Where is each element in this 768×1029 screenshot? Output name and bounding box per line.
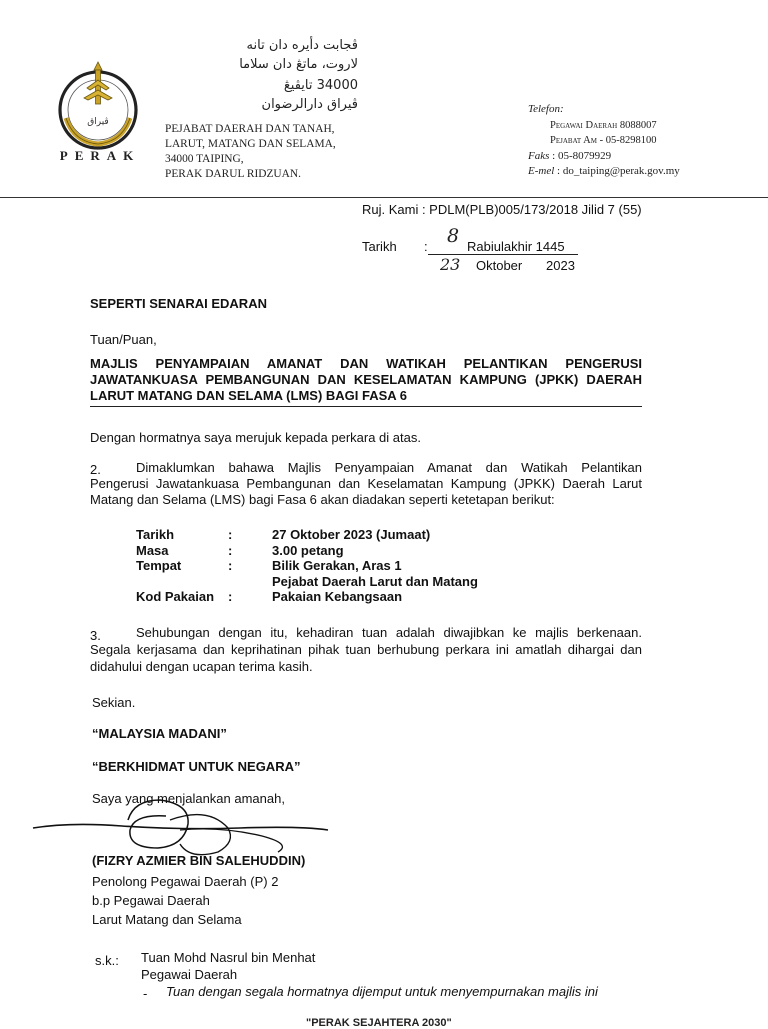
- letterhead-divider: [0, 197, 768, 198]
- sk-note: Tuan dengan segala hormatnya dijemput untuk menyempurnakan majlis ini: [166, 984, 598, 999]
- phone-pejabat-am: Pejabat Am - 05-8298100: [550, 135, 657, 146]
- reference-number: Ruj. Kami : PDLM(PLB)005/173/2018 Jilid 7 (55): [362, 202, 642, 217]
- signatory-name: (FIZRY AZMIER BIN SALEHUDDIN): [92, 853, 306, 868]
- footer-slogan: "PERAK SEJAHTERA 2030": [306, 1017, 452, 1029]
- details-value-tempat: [272, 558, 478, 589]
- faks-label: Faks: [528, 149, 550, 162]
- address-line-1: PEJABAT DAERAH DAN TANAH,: [165, 123, 335, 135]
- paragraph-3-line-3: didahului dengan ucapan terima kasih.: [90, 659, 313, 674]
- perak-crest-logo: [44, 58, 152, 176]
- hijri-day-handwritten: 8: [447, 225, 460, 247]
- subject-line-2: JAWATANKUASA PEMBANGUNAN DAN KESELAMATAN KAMPUNG (JPKK) DAERAH: [90, 372, 642, 387]
- paragraph-3: [90, 624, 642, 675]
- faks-number: : 05-8079929: [552, 149, 612, 162]
- date-label: Tarikh: [362, 239, 397, 254]
- details-value-masa: 3.00 petang: [272, 542, 344, 558]
- paragraph-2-line-2: Pengerusi Jawatankuasa Pembangunan dan Keselamatan Kampung (JPKK) Daerah Larut: [90, 476, 642, 491]
- details-colon: :: [228, 527, 233, 542]
- details-colon: :: [228, 589, 233, 604]
- address-line-4: PERAK DARUL RIDZUAN.: [165, 168, 301, 180]
- subject-line-3: LARUT MATANG DAN SELAMA (LMS) BAGI FASA 6: [90, 388, 408, 403]
- details-label-masa: Masa: [136, 542, 169, 558]
- jawi-address-line-4: ڤيراق دارالرضوان: [261, 97, 358, 112]
- details-label-tarikh: Tarikh: [136, 527, 175, 542]
- date-colon: :: [424, 239, 428, 254]
- paragraph-1: Dengan hormatnya saya merujuk kepada perkara di atas.: [90, 430, 421, 445]
- signatory-title-1: Penolong Pegawai Daerah (P) 2: [92, 874, 279, 889]
- details-value-tempat-line-2: Pejabat Daerah Larut dan Matang: [272, 573, 478, 589]
- phone-pegawai-daerah: Pegawai Daerah 8088007: [550, 119, 657, 131]
- recipient-line: SEPERTI SENARAI EDARAN: [90, 296, 267, 311]
- office-address: [165, 122, 336, 182]
- address-line-2: LARUT, MATANG DAN SELAMA,: [165, 138, 336, 150]
- signatory-title-2: b.p Pegawai Daerah: [92, 893, 210, 908]
- email-address: : do_taiping@perak.gov.my: [557, 165, 680, 177]
- paragraph-3-line-2: Segala kerjasama dan keprihatinan pihak tuan berhubung perkara ini amatlah dihargai dan: [90, 642, 642, 657]
- address-line-3: 34000 TAIPING,: [165, 153, 244, 165]
- sk-recipient-title: Pegawai Daerah: [141, 967, 238, 982]
- email-label: E-mel: [528, 165, 555, 177]
- details-row-masa: [136, 543, 478, 559]
- paragraph-2: [90, 460, 642, 508]
- slogan-malaysia-madani: “MALAYSIA MADANI”: [92, 726, 227, 741]
- sk-bullet: -: [143, 986, 148, 1001]
- subject-underline: [90, 406, 642, 407]
- crest-caption: PERAK: [59, 148, 141, 163]
- slogan-berkhidmat: “BERKHIDMAT UNTUK NEGARA”: [92, 759, 301, 774]
- svg-text:ڤيراق: ڤيراق: [87, 117, 109, 127]
- jawi-address-line-3: 34000 تايڤيڠ: [283, 78, 358, 93]
- jawi-address-line-1: ڤجابت دأيره دان تانه: [246, 38, 358, 53]
- sk-recipient-name: Tuan Mohd Nasrul bin Menhat: [141, 950, 316, 965]
- details-row-kod-pakaian: [136, 589, 478, 605]
- jawi-address-line-2: لاروت، ماتڠ دان سلاما: [239, 57, 358, 72]
- paragraph-3-line-1: Sehubungan dengan itu, kehadiran tuan adalah diwajibkan ke majlis berkenaan.: [136, 625, 642, 640]
- paragraph-2-line-3: Matang dan Selama (LMS) bagi Fasa 6 akan diadakan seperti ketetapan berikut:: [90, 492, 555, 507]
- details-row-tarikh: [136, 527, 478, 543]
- details-value-tempat-line-1: Bilik Gerakan, Aras 1: [272, 558, 402, 573]
- telefon-label: Telefon:: [528, 103, 564, 115]
- details-value-tarikh: 27 Oktober 2023 (Jumaat): [272, 527, 431, 542]
- subject-line-1: MAJLIS PENYAMPAIAN AMANAT DAN WATIKAH PELANTIKAN PENGERUSI: [90, 356, 642, 371]
- sk-label: s.k.:: [95, 953, 119, 968]
- closing-sekian: Sekian.: [92, 695, 136, 710]
- paragraph-2-number: 2.: [90, 462, 101, 477]
- details-label-kod-pakaian: Kod Pakaian: [136, 589, 215, 604]
- gregorian-month: Oktober: [476, 258, 523, 273]
- details-colon: :: [228, 558, 233, 573]
- gregorian-day-handwritten: 23: [440, 255, 461, 274]
- contact-block: [528, 102, 680, 180]
- hijri-month-year: Rabiulakhir 1445: [467, 239, 565, 254]
- details-value-kod-pakaian: Pakaian Kebangsaan: [272, 589, 403, 604]
- signing-phrase: Saya yang menjalankan amanah,: [92, 791, 285, 806]
- details-colon: :: [228, 542, 233, 558]
- paragraph-3-number: 3.: [90, 628, 101, 643]
- details-row-tempat: [136, 558, 478, 589]
- salutation: Tuan/Puan,: [90, 332, 157, 347]
- paragraph-2-line-1: Dimaklumkan bahawa Majlis Penyampaian Amanat dan Watikah Pelantikan: [136, 460, 642, 475]
- subject-heading: [90, 356, 642, 404]
- signatory-title-3: Larut Matang dan Selama: [92, 912, 242, 927]
- details-label-tempat: Tempat: [136, 558, 182, 573]
- event-details-table: [136, 527, 478, 605]
- gregorian-year: 2023: [546, 258, 575, 273]
